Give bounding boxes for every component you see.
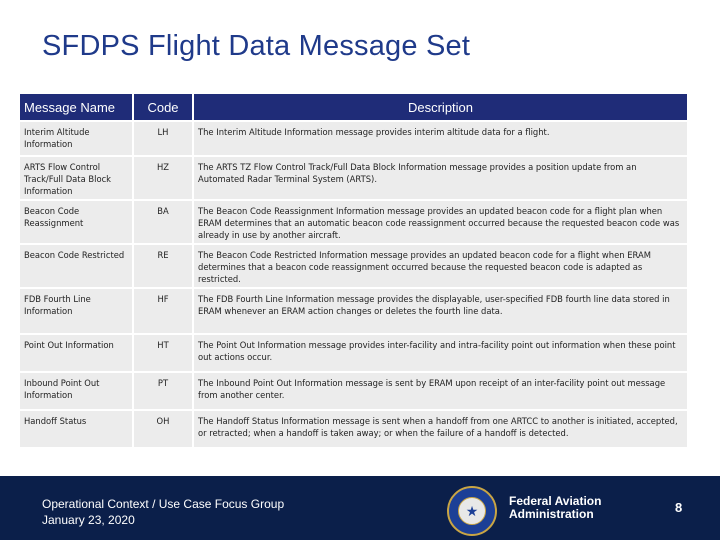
cell-description: The Handoff Status Information message is sent when a handoff from one ARTCC to another is initiated, accepted, or retracted; when a handoff is taken away; or when the failure of a handoff is detected. (194, 411, 687, 447)
table-row (20, 373, 687, 409)
table-row (20, 245, 687, 287)
cell-description: The Beacon Code Reassignment Information message provides an updated beacon code for a flight plan when ERAM determines that an automatic beacon code reassignment occurred because the requested beacon code was already in use by another aircraft. (194, 201, 687, 243)
faa-seal-logo (447, 486, 497, 536)
cell-code: RE (134, 245, 192, 287)
message-set-table (18, 92, 689, 449)
cell-message-name: Beacon Code Reassignment (20, 201, 132, 243)
page-number: 8 (675, 500, 683, 515)
cell-description: The Point Out Information message provides inter-facility and intra-facility point out information when these point out actions occur. (194, 335, 687, 371)
cell-message-name: FDB Fourth Line Information (20, 289, 132, 333)
agency-name (509, 495, 601, 521)
agency-name-line2: Administration (509, 507, 594, 521)
cell-code: LH (134, 122, 192, 155)
faa-seal-inner (458, 497, 486, 525)
slide-title: SFDPS Flight Data Message Set (42, 30, 471, 62)
table-row (20, 122, 687, 155)
star-icon: ★ (465, 503, 479, 519)
cell-code: HF (134, 289, 192, 333)
footer-context-title: Operational Context / Use Case Focus Group (42, 497, 285, 511)
cell-message-name: ARTS Flow Control Track/Full Data Block Information (20, 157, 132, 199)
cell-code: PT (134, 373, 192, 409)
header-code: Code (134, 94, 192, 120)
cell-message-name: Interim Altitude Information (20, 122, 132, 155)
cell-description: The FDB Fourth Line Information message provides the displayable, user-specified FDB fourth line data stored in ERAM whenever an ERAM action changes or deletes the fourth line data. (194, 289, 687, 333)
cell-code: HT (134, 335, 192, 371)
footer-context (42, 496, 284, 528)
header-message-name: Message Name (20, 94, 132, 120)
cell-description: The Beacon Code Restricted Information message provides an updated beacon code for a flight when ERAM determines that a beacon code reassignment occurred because the requested beacon code is adapted as restricted. (194, 245, 687, 287)
table-row (20, 289, 687, 333)
agency-name-line1: Federal Aviation (509, 494, 602, 508)
footer-date: January 23, 2020 (42, 513, 135, 527)
cell-message-name: Point Out Information (20, 335, 132, 371)
header-description: Description (194, 94, 687, 120)
cell-message-name: Beacon Code Restricted (20, 245, 132, 287)
table-row (20, 201, 687, 243)
cell-message-name: Handoff Status (20, 411, 132, 447)
table-row (20, 411, 687, 447)
table-row (20, 157, 687, 199)
table-header-row (20, 94, 687, 120)
cell-description: The Inbound Point Out Information message is sent by ERAM upon receipt of an inter-facility point out message from another center. (194, 373, 687, 409)
cell-code: BA (134, 201, 192, 243)
cell-description: The Interim Altitude Information message provides interim altitude data for a flight. (194, 122, 687, 155)
cell-description: The ARTS TZ Flow Control Track/Full Data Block Information message provides a position update from an Automated Radar Terminal System (ARTS). (194, 157, 687, 199)
cell-code: OH (134, 411, 192, 447)
cell-message-name: Inbound Point Out Information (20, 373, 132, 409)
table-row (20, 335, 687, 371)
footer-bar (0, 476, 720, 540)
cell-code: HZ (134, 157, 192, 199)
